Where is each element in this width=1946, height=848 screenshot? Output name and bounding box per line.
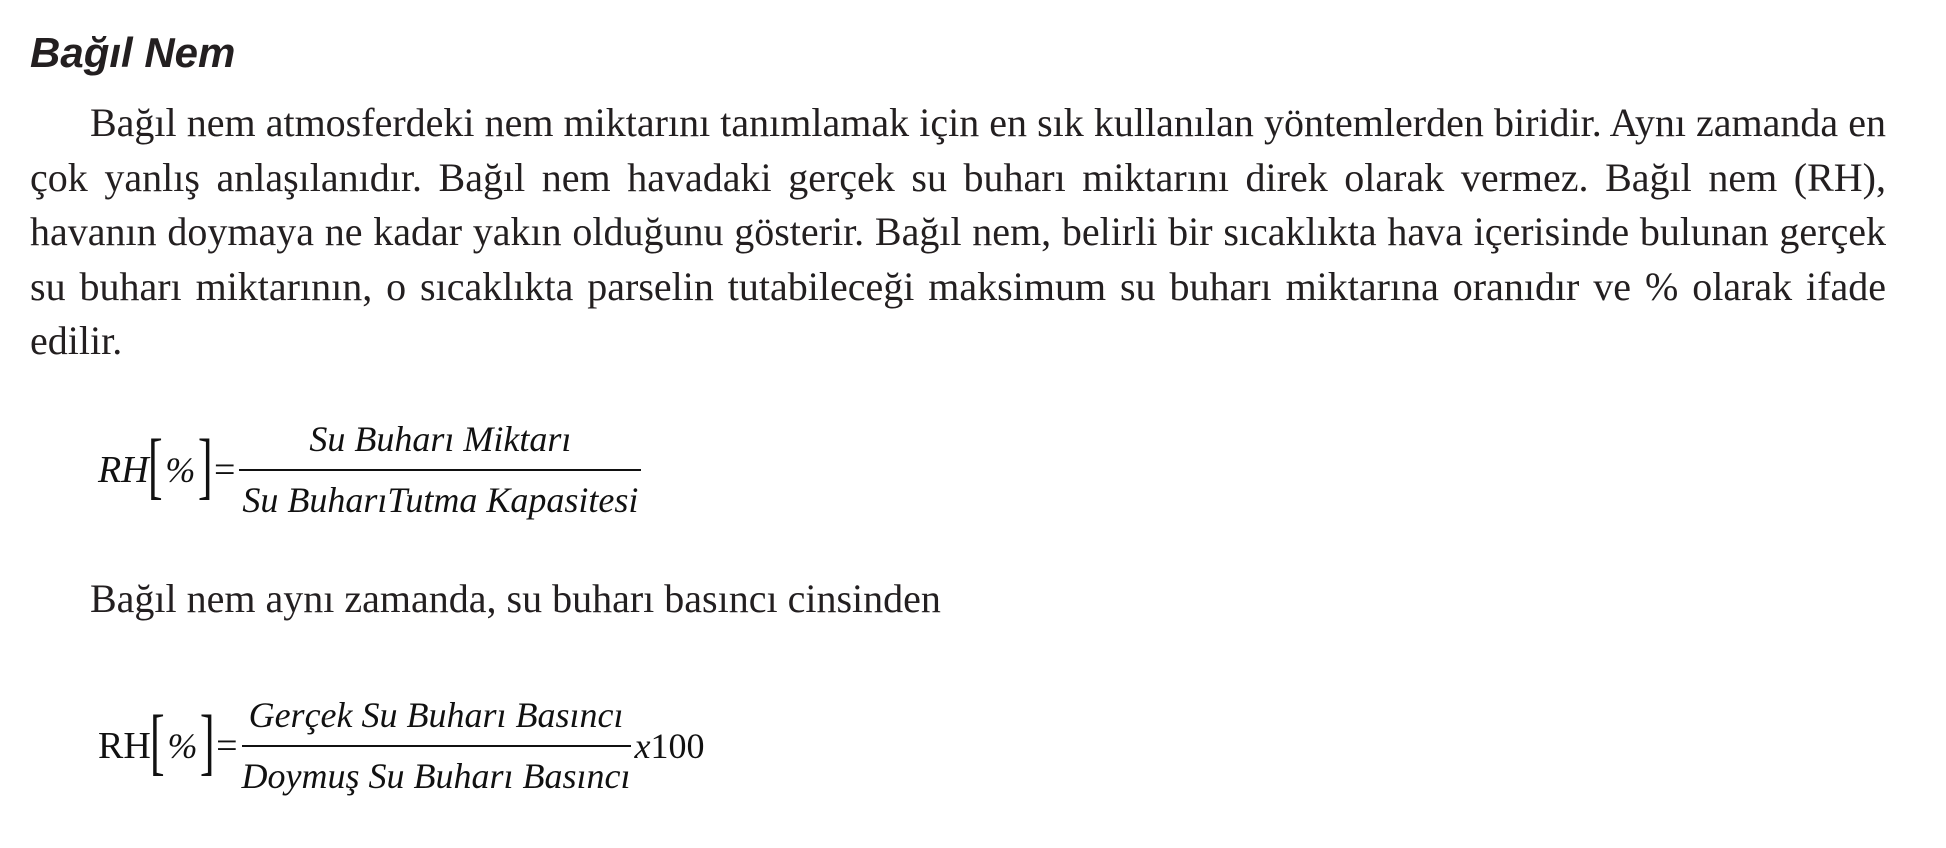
formula-rh-symbol: RH xyxy=(98,449,149,492)
bracket-open: [ xyxy=(149,701,165,784)
body-sentence: Bağıl nem aynı zamanda, su buharı basıncı cinsinden xyxy=(90,576,941,621)
multiplier-value: 100 xyxy=(650,726,705,767)
body-paragraph: Bağıl nem atmosferdeki nem miktarını tanımlamak için en sık kullanılan yöntemlerden biridir. Aynı zamanda en çok yanlış anlaşılanıdır. Bağıl nem havadaki gerçek su buharı miktarını direk olarak vermez. Bağıl nem (RH), havanın doymaya ne kadar yakın olduğunu gösterir. Bağıl nem, belirli bir sıcaklıkta hava içerisinde bulunan gerçek su buharı miktarının, o sıcaklıkta parselin tutabileceği maksimum su buharı miktarına oranıdır ve % olarak ifade edilir. xyxy=(30,100,1886,363)
fraction-denominator: Su BuharıTutma Kapasitesi xyxy=(242,480,639,521)
section-heading: Bağıl Nem xyxy=(30,29,236,76)
equals-sign: = xyxy=(213,449,236,492)
bracket-close: ] xyxy=(198,425,214,508)
fraction xyxy=(239,418,641,522)
fraction-numerator: Su Buharı Miktarı xyxy=(309,419,572,459)
percent-symbol: % xyxy=(167,726,198,767)
fraction-numerator: Gerçek Su Buharı Basıncı xyxy=(248,695,624,735)
formula-lhs xyxy=(98,425,239,508)
bracket-open: [ xyxy=(147,425,163,508)
relative-humidity-formula xyxy=(98,418,641,522)
fraction xyxy=(242,694,631,798)
fraction-denominator: Doymuş Su Buharı Basıncı xyxy=(241,756,631,797)
multiplier-x: x xyxy=(634,726,651,767)
percent-symbol: % xyxy=(165,450,196,491)
vapor-pressure-formula xyxy=(98,694,705,798)
multiplier xyxy=(635,725,705,767)
formula-rh-symbol: RH xyxy=(98,725,151,768)
bracket-close: ] xyxy=(200,701,216,784)
formula-lhs xyxy=(98,701,242,784)
equals-sign: = xyxy=(216,725,238,768)
